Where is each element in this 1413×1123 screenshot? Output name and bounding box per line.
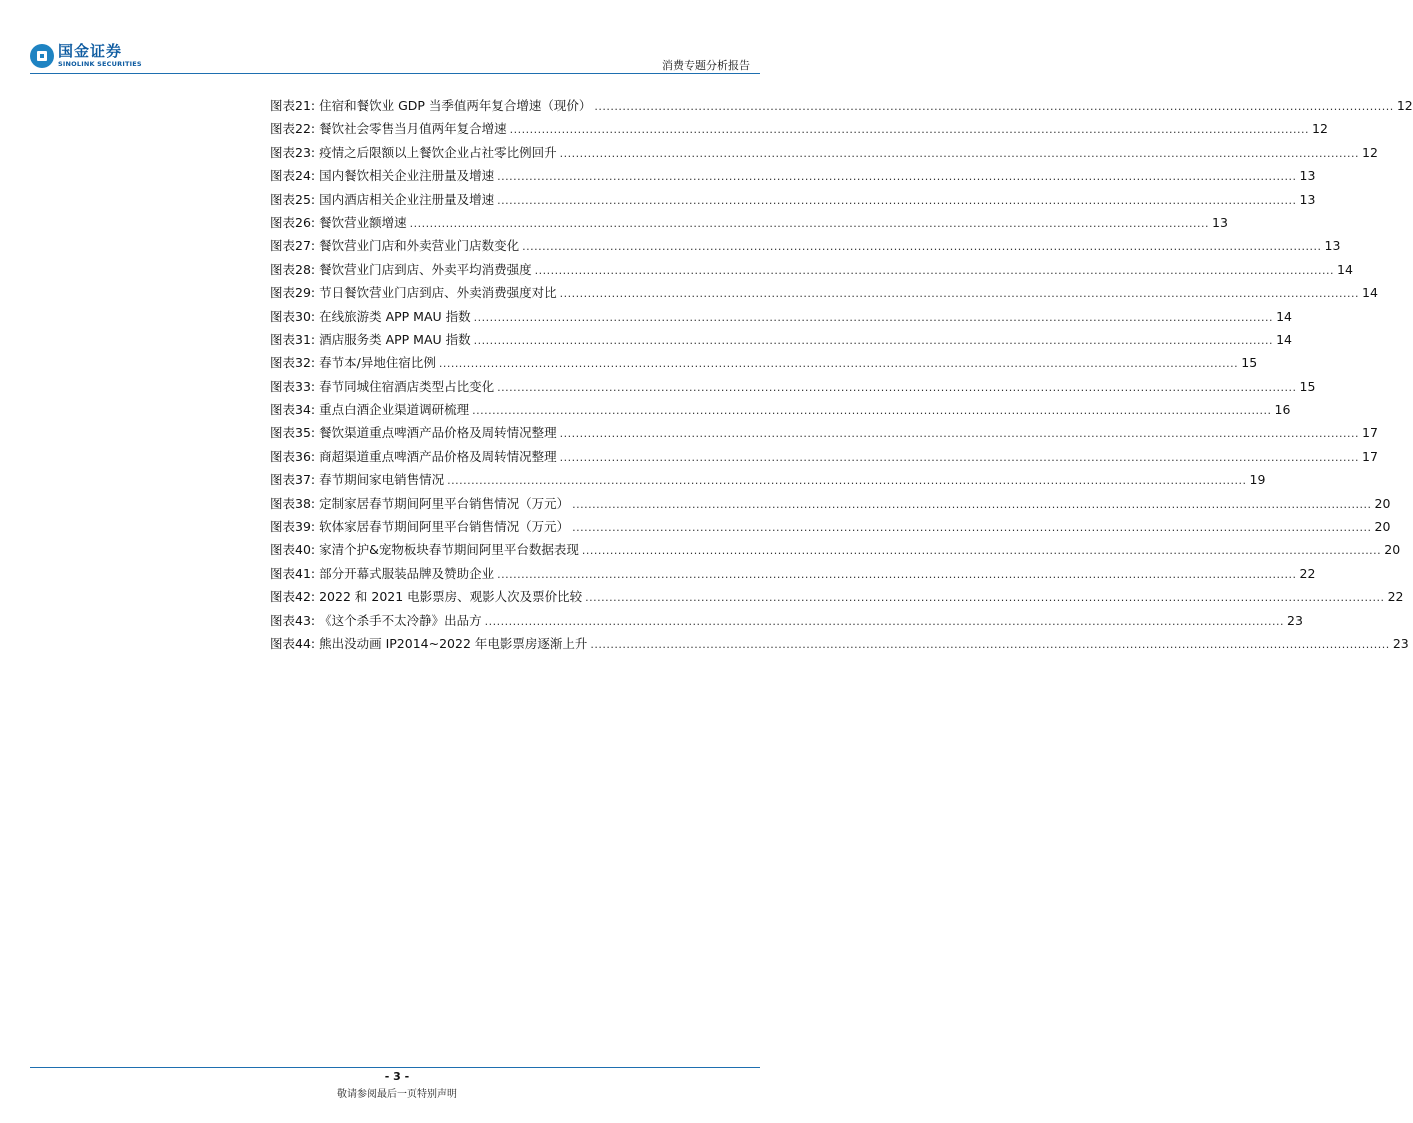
header-divider	[30, 73, 760, 74]
logo-icon	[30, 44, 54, 68]
toc-entry-title: 节日餐饮营业门店到店、外卖消费强度对比	[319, 285, 557, 301]
toc-entry-label: 图表34:	[270, 402, 316, 418]
disclaimer-note: 敬请参阅最后一页特别声明	[337, 1089, 457, 1100]
toc-entry[interactable]	[270, 353, 1258, 376]
toc-entry-page: 17	[1362, 425, 1378, 441]
toc-entry-page: 22	[1299, 565, 1316, 581]
toc-entry[interactable]	[270, 307, 1292, 330]
page-header	[0, 0, 794, 80]
toc-entry-page: 14	[1362, 285, 1378, 301]
toc-entry-leader	[439, 357, 1238, 370]
toc-entry-page: 14	[1276, 331, 1292, 347]
toc-entry[interactable]	[270, 330, 1292, 353]
toc-entry-page: 14	[1337, 261, 1353, 277]
toc-entry-page: 13	[1324, 238, 1341, 254]
toc-entry-leader	[472, 404, 1271, 417]
toc-entry-leader	[572, 521, 1371, 534]
toc-entry-leader	[594, 100, 1393, 113]
toc-entry-title: 春节本/异地住宿比例	[319, 355, 436, 371]
toc-entry-label: 图表43:	[270, 612, 316, 628]
toc-entry-leader	[474, 334, 1273, 347]
toc-entry-title: 家清个护&宠物板块春节期间阿里平台数据表现	[319, 542, 579, 558]
toc-entry[interactable]	[270, 283, 1378, 306]
toc-entry[interactable]	[270, 423, 1378, 446]
toc-entry-leader	[485, 615, 1284, 628]
toc-entry-page: 22	[1387, 589, 1404, 605]
toc-entry-leader	[590, 638, 1389, 651]
toc-entry-leader	[560, 451, 1359, 464]
toc-entry-label: 图表36:	[270, 448, 316, 464]
toc-entry-label: 图表24:	[270, 168, 316, 184]
toc-entry-leader	[585, 591, 1384, 604]
toc-entry-leader	[535, 264, 1334, 277]
toc-entry[interactable]	[270, 611, 1303, 634]
toc-entry-title: 商超渠道重点啤酒产品价格及周转情况整理	[319, 448, 557, 464]
toc-entry-label: 图表25:	[270, 191, 316, 207]
toc-entry-label: 图表42:	[270, 589, 316, 605]
toc-entry-label: 图表38:	[270, 495, 316, 511]
toc-entry-leader	[410, 217, 1209, 230]
toc-entry-title: 国内餐饮相关企业注册量及增速	[319, 168, 495, 184]
toc-entry[interactable]	[270, 587, 1404, 610]
toc-entry-label: 图表33:	[270, 378, 316, 394]
toc-entry-label: 图表30:	[270, 308, 316, 324]
toc-entry-title: 餐饮社会零售当月值两年复合增速	[319, 121, 507, 137]
toc-entry-label: 图表37:	[270, 472, 316, 488]
toc-entry[interactable]	[270, 143, 1378, 166]
toc-entry-page: 12	[1396, 98, 1413, 113]
toc-entry-label: 图表26:	[270, 214, 316, 230]
toc-entry-title: 餐饮营业门店和外卖营业门店数变化	[319, 238, 520, 254]
toc-entry-leader	[522, 240, 1321, 253]
toc-entry-title: 餐饮营业门店到店、外卖平均消费强度	[319, 261, 532, 277]
toc-entry-label: 图表22:	[270, 121, 316, 137]
toc-entry-title: 国内酒店相关企业注册量及增速	[319, 191, 495, 207]
toc-entry-title: 部分开幕式服装品牌及赞助企业	[319, 565, 495, 581]
toc-entry-leader	[497, 568, 1296, 581]
toc-entry-leader	[572, 498, 1371, 511]
toc-entry-leader	[497, 170, 1296, 183]
toc-entry[interactable]	[270, 517, 1391, 540]
toc-entry[interactable]	[270, 119, 1328, 142]
toc-entry[interactable]	[270, 236, 1341, 259]
toc-entry-title: 定制家居春节期间阿里平台销售情况（万元）	[319, 495, 570, 511]
toc-entry-label: 图表39:	[270, 519, 316, 535]
footer-divider	[30, 1067, 760, 1068]
toc-entry-label: 图表41:	[270, 565, 316, 581]
toc-entry-label: 图表44:	[270, 635, 316, 651]
toc-entry-label: 图表28:	[270, 261, 316, 277]
toc-entry-page: 20	[1374, 495, 1391, 511]
toc-entry-title: 重点白酒企业渠道调研梳理	[319, 402, 470, 418]
toc-entry[interactable]	[270, 96, 1413, 119]
toc-entry-leader	[497, 381, 1296, 394]
toc-entry-page: 15	[1241, 355, 1258, 371]
toc-entry-label: 图表23:	[270, 144, 316, 160]
toc-entry[interactable]	[270, 564, 1316, 587]
toc-entry-page: 17	[1362, 448, 1378, 464]
toc-entry-page: 20	[1384, 542, 1401, 558]
toc-entry[interactable]	[270, 494, 1391, 517]
toc-entry-title: 在线旅游类 APP MAU 指数	[319, 308, 471, 324]
toc-entry-page: 13	[1212, 214, 1228, 230]
toc-entry-title: 熊出没动画 IP2014~2022 年电影票房逐渐上升	[319, 635, 588, 651]
toc-entry-page: 15	[1299, 378, 1316, 394]
toc-entry[interactable]	[270, 447, 1378, 470]
page-number: - 3 -	[384, 1070, 410, 1083]
toc-entry[interactable]	[270, 400, 1291, 423]
toc-entry-page: 16	[1274, 402, 1291, 418]
logo-english-name: SINOLINK SECURITIES	[58, 60, 142, 69]
toc-entry[interactable]	[270, 540, 1401, 563]
toc-entry-label: 图表40:	[270, 542, 316, 558]
toc-entry-page: 13	[1299, 168, 1316, 184]
toc-entry-page: 14	[1276, 308, 1292, 324]
toc-entry-leader	[560, 287, 1359, 300]
toc-entry-page: 23	[1287, 612, 1303, 628]
toc-entry-label: 图表31:	[270, 331, 316, 347]
toc-entry-title: 春节同城住宿酒店类型占比变化	[319, 378, 495, 394]
toc-entry-page: 12	[1362, 144, 1378, 160]
toc-entry-leader	[582, 544, 1381, 557]
toc-entry-page: 20	[1374, 519, 1391, 535]
toc-entry-title: 酒店服务类 APP MAU 指数	[319, 331, 471, 347]
toc-entry-leader	[560, 427, 1359, 440]
toc-entry-page: 23	[1392, 635, 1409, 651]
report-type-title: 消费专题分析报告	[662, 59, 750, 72]
toc-entry-title: 《这个杀手不太冷静》出品方	[319, 612, 482, 628]
toc-entry-page: 19	[1249, 472, 1266, 488]
figure-list	[270, 96, 1413, 657]
toc-entry-title: 疫情之后限额以上餐饮企业占社零比例回升	[319, 144, 557, 160]
toc-entry-label: 图表29:	[270, 285, 316, 301]
toc-entry-leader	[510, 123, 1309, 136]
toc-entry-title: 餐饮营业额增速	[319, 214, 407, 230]
toc-entry-label: 图表27:	[270, 238, 316, 254]
toc-entry-leader	[474, 311, 1273, 324]
toc-entry-title: 春节期间家电销售情况	[319, 472, 445, 488]
toc-entry[interactable]	[270, 377, 1316, 400]
toc-entry-label: 图表32:	[270, 355, 316, 371]
toc-entry-title: 软体家居春节期间阿里平台销售情况（万元）	[319, 519, 570, 535]
toc-entry[interactable]	[270, 260, 1353, 283]
toc-entry[interactable]	[270, 190, 1316, 213]
toc-entry[interactable]	[270, 634, 1409, 657]
toc-entry-title: 餐饮渠道重点啤酒产品价格及周转情况整理	[319, 425, 557, 441]
toc-entry-page: 12	[1312, 121, 1328, 137]
toc-entry[interactable]	[270, 470, 1266, 493]
company-logo	[30, 44, 142, 68]
toc-entry[interactable]	[270, 166, 1316, 189]
toc-entry[interactable]	[270, 213, 1228, 236]
toc-entry-title: 2022 和 2021 电影票房、观影人次及票价比较	[319, 589, 583, 605]
toc-entry-leader	[497, 194, 1296, 207]
toc-entry-label: 图表21:	[270, 98, 316, 113]
toc-entry-leader	[560, 147, 1359, 160]
logo-chinese-name: 国金证券	[58, 42, 123, 61]
toc-entry-title: 住宿和餐饮业 GDP 当季值两年复合增速（现价）	[319, 98, 592, 113]
toc-entry-label: 图表35:	[270, 425, 316, 441]
toc-entry-page: 13	[1299, 191, 1316, 207]
toc-entry-leader	[447, 474, 1246, 487]
